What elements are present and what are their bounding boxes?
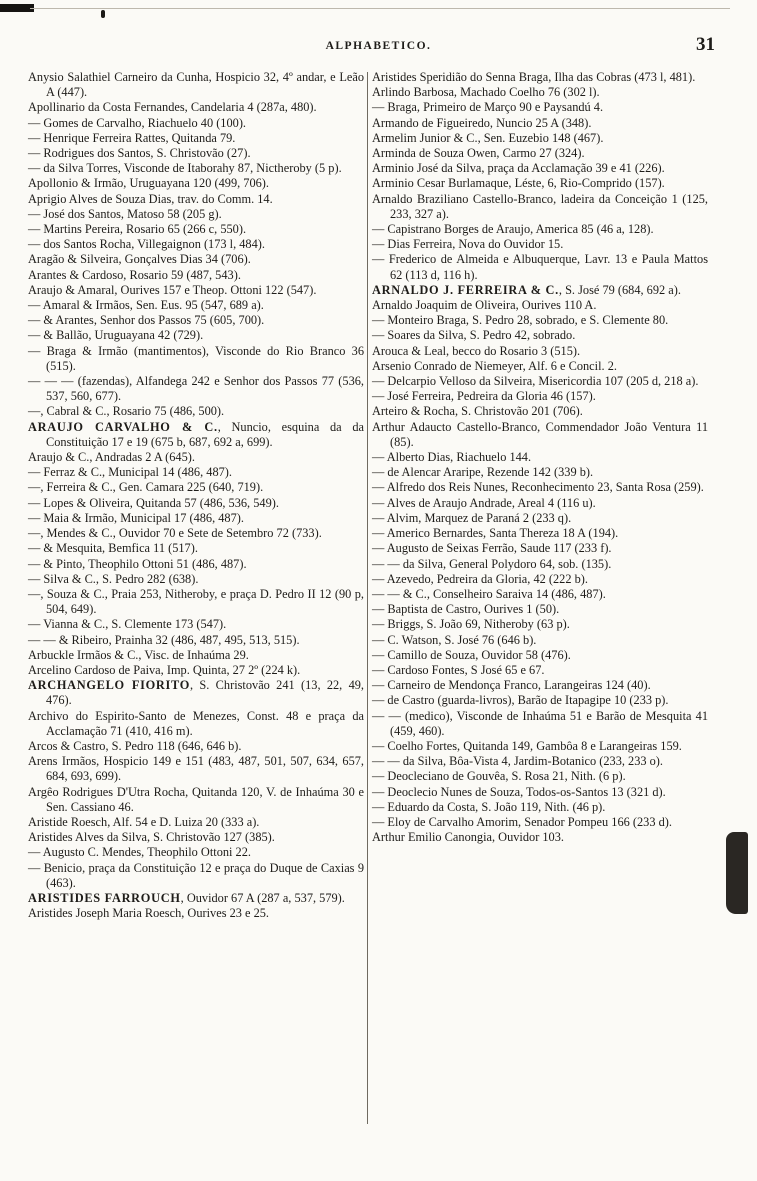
entry-text: — Coelho Fortes, Quitanda 149, Gambôa 8 e Larangeiras 159. <box>372 738 682 753</box>
entry-text: — Amaral & Irmãos, Sen. Eus. 95 (547, 689 a). <box>28 298 264 313</box>
entry-text: — Benicio, praça da Constituição 12 e praça do Duque de Caxias 9 (463). <box>28 860 364 890</box>
directory-entry <box>28 526 364 541</box>
entry-text: — José Ferreira, Pedreira da Gloria 46 (157). <box>372 389 596 404</box>
directory-entry <box>372 663 708 678</box>
directory-entry <box>372 587 708 602</box>
directory-entry <box>372 359 708 374</box>
directory-entry <box>372 465 708 480</box>
entry-text: — da Silva Torres, Visconde de Itaborahy 87, Nictheroby (5 p). <box>28 161 342 176</box>
directory-entry <box>28 283 364 298</box>
running-header: ALPHABETICO. <box>325 40 432 52</box>
entry-text: — Silva & C., S. Pedro 282 (638). <box>28 571 199 586</box>
entry-text: — — — (fazendas), Alfandega 242 e Senhor dos Passos 77 (536, 537, 560, 677). <box>28 374 364 404</box>
directory-entry <box>28 252 364 267</box>
entry-text: — Lopes & Oliveira, Quitanda 57 (486, 536, 549). <box>28 495 279 510</box>
entry-text: — & Pinto, Theophilo Ottoni 51 (486, 487). <box>28 556 247 571</box>
entry-text: Araujo & Amaral, Ourives 157 e Theop. Ottoni 122 (547). <box>28 282 317 297</box>
directory-entry <box>28 192 364 207</box>
print-corner-mark <box>0 4 34 12</box>
directory-entry <box>372 526 708 541</box>
directory-entry <box>28 541 364 556</box>
directory-entry <box>372 252 708 282</box>
directory-entry <box>372 176 708 191</box>
directory-entry <box>372 511 708 526</box>
directory-entry <box>28 116 364 131</box>
ink-blot <box>726 832 748 914</box>
entry-text: Arminio José da Silva, praça da Acclamação 39 e 41 (226). <box>372 161 665 176</box>
entry-text: Arcos & Castro, S. Pedro 118 (646, 646 b). <box>28 738 242 753</box>
directory-entry <box>28 815 364 830</box>
directory-entry <box>28 100 364 115</box>
entry-text: Arminda de Souza Owen, Carmo 27 (324). <box>372 146 585 161</box>
directory-entry <box>372 389 708 404</box>
entry-text: Arcelino Cardoso de Paiva, Imp. Quinta, 27 2º (224 k). <box>28 662 301 677</box>
entry-text: — C. Watson, S. José 76 (646 b). <box>372 632 537 647</box>
directory-entry <box>372 617 708 632</box>
directory-entry <box>372 693 708 708</box>
entry-text: Anysio Salathiel Carneiro da Cunha, Hospicio 32, 4º andar, e Leão A (447). <box>28 70 364 100</box>
entry-text: — — & Ribeiro, Prainha 32 (486, 487, 495, 513, 515). <box>28 632 300 647</box>
directory-entry <box>372 830 708 845</box>
left-column <box>28 70 364 921</box>
directory-entry <box>28 572 364 587</box>
directory-entry <box>28 450 364 465</box>
entry-text: — — (medico), Visconde de Inhaúma 51 e Barão de Mesquita 41 (459, 460). <box>372 708 708 738</box>
entry-text: Arbuckle Irmãos & C., Visc. de Inhaúma 29. <box>28 647 249 662</box>
directory-entry <box>28 496 364 511</box>
directory-entry <box>372 237 708 252</box>
directory-entry <box>28 891 364 906</box>
entry-text: Armelim Junior & C., Sen. Euzebio 148 (467). <box>372 130 604 145</box>
entry-text: Aristides Joseph Maria Roesch, Ourives 23 e 25. <box>28 906 270 921</box>
top-rule <box>30 8 730 9</box>
entry-text: — Deoclecio Nunes de Souza, Todos-os-Santos 13 (321 d). <box>372 784 666 799</box>
entry-text: — Baptista de Castro, Ourives 1 (50). <box>372 602 560 617</box>
directory-entry <box>28 861 364 891</box>
entry-text: Apollonio & Irmão, Uruguayana 120 (499, 706). <box>28 176 269 191</box>
directory-entry <box>28 222 364 237</box>
directory-entry <box>372 85 708 100</box>
directory-entry <box>372 131 708 146</box>
directory-entry <box>28 557 364 572</box>
entry-bold-name: ARCHANGELO FIORITO <box>28 678 191 693</box>
entry-text: Aragão & Silveira, Gonçalves Dias 34 (706). <box>28 252 251 267</box>
directory-entry <box>28 313 364 328</box>
entry-text: — dos Santos Rocha, Villegaignon (173 l, 484). <box>28 237 265 252</box>
entry-text: — Henrique Ferreira Rattes, Quitanda 79. <box>28 130 236 145</box>
entry-text: — Rodrigues dos Santos, S. Christovão (27). <box>28 146 251 161</box>
entry-text: Arsenio Conrado de Niemeyer, Alf. 6 e Concil. 2. <box>372 358 617 373</box>
entry-text: — & Mesquita, Bemfica 11 (517). <box>28 541 198 556</box>
entry-text: Arouca & Leal, becco do Rosario 3 (515). <box>372 343 581 358</box>
directory-entry <box>372 404 708 419</box>
print-dot-mark <box>101 10 105 18</box>
right-column <box>372 70 708 845</box>
entry-text: Archivo do Espirito-Santo de Menezes, Const. 48 e praça da Acclamação 71 (410, 416 m). <box>28 708 364 738</box>
entry-text: — Martins Pereira, Rosario 65 (266 c, 550). <box>28 222 247 237</box>
directory-entry <box>372 146 708 161</box>
entry-text: — Monteiro Braga, S. Pedro 28, sobrado, e S. Clemente 80. <box>372 313 669 328</box>
entry-address: , S. José 79 (684, 692 a). <box>558 282 681 297</box>
entry-text: — Camillo de Souza, Ouvidor 58 (476). <box>372 647 571 662</box>
directory-entry <box>372 800 708 815</box>
directory-entry <box>372 283 708 298</box>
directory-entry <box>372 572 708 587</box>
entry-text: — José dos Santos, Matoso 58 (205 g). <box>28 206 222 221</box>
directory-entry <box>28 830 364 845</box>
entry-text: —, Souza & C., Praia 253, Nitheroby, e praça D. Pedro II 12 (90 p, 504, 649). <box>28 586 364 617</box>
directory-entry <box>372 450 708 465</box>
directory-entry <box>372 739 708 754</box>
directory-entry <box>372 161 708 176</box>
directory-entry <box>372 557 708 572</box>
entry-text: Aristides Alves da Silva, S. Christovão 127 (385). <box>28 830 275 845</box>
directory-entry <box>28 161 364 176</box>
entry-text: — Eloy de Carvalho Amorim, Senador Pompeu 166 (233 d). <box>372 814 672 829</box>
entry-text: Argêo Rodrigues D'Utra Rocha, Quitanda 120, V. de Inhaúma 30 e Sen. Cassiano 46. <box>28 784 364 814</box>
entry-text: Arminio Cesar Burlamaque, Léste, 6, Rio-Comprido (157). <box>372 176 665 191</box>
directory-entry <box>372 754 708 769</box>
entry-text: Arthur Adaucto Castello-Branco, Commendador João Ventura 11 (85). <box>372 419 708 449</box>
page-number: 31 <box>696 34 715 55</box>
entry-text: — Capistrano Borges de Araujo, America 85 (46 a, 128). <box>372 222 654 237</box>
directory-entry <box>372 100 708 115</box>
entry-text: Arantes & Cardoso, Rosario 59 (487, 543). <box>28 267 241 282</box>
entry-text: — Alvim, Marquez de Paraná 2 (233 q). <box>372 510 572 525</box>
entry-text: — de Alencar Araripe, Rezende 142 (339 b). <box>372 465 594 480</box>
entry-text: Aristides Speridião do Senna Braga, Ilha das Cobras (473 l, 481). <box>372 70 696 84</box>
entry-text: — Augusto de Seixas Ferrão, Saude 117 (233 f). <box>372 541 612 556</box>
directory-entry <box>372 785 708 800</box>
directory-entry <box>28 633 364 648</box>
entry-text: — Alberto Dias, Riachuelo 144. <box>372 450 532 465</box>
directory-entry <box>28 480 364 495</box>
entry-text: — — da Silva, Bôa-Vista 4, Jardim-Botanico (233, 233 o). <box>372 754 664 769</box>
entry-text: — Ferraz & C., Municipal 14 (486, 487). <box>28 465 232 480</box>
directory-entry <box>372 420 708 450</box>
directory-entry <box>28 511 364 526</box>
directory-entry <box>28 845 364 860</box>
entry-text: Armando de Figueiredo, Nuncio 25 A (348). <box>372 115 592 130</box>
directory-entry <box>28 465 364 480</box>
directory-entry <box>28 207 364 222</box>
directory-entry <box>372 648 708 663</box>
directory-entry <box>372 602 708 617</box>
directory-entry <box>28 648 364 663</box>
directory-entry <box>372 116 708 131</box>
directory-entry <box>372 192 708 222</box>
directory-entry <box>28 404 364 419</box>
directory-entry <box>372 344 708 359</box>
directory-entry <box>372 313 708 328</box>
entry-text: — — & C., Conselheiro Saraiva 14 (486, 487). <box>372 586 606 601</box>
directory-entry <box>372 222 708 237</box>
entry-text: — Eduardo da Costa, S. João 119, Nith. (46 p). <box>372 799 606 814</box>
entry-text: —, Cabral & C., Rosario 75 (486, 500). <box>28 404 225 419</box>
directory-entry <box>28 906 364 921</box>
entry-text: — Dias Ferreira, Nova do Ouvidor 15. <box>372 237 564 252</box>
entry-text: Arthur Emilio Canongia, Ouvidor 103. <box>372 830 564 845</box>
entry-text: — & Ballão, Uruguayana 42 (729). <box>28 328 204 343</box>
directory-entry <box>28 298 364 313</box>
directory-entry <box>372 480 708 495</box>
entry-text: —, Mendes & C., Ouvidor 70 e Sete de Setembro 72 (733). <box>28 526 322 541</box>
entry-text: — Alves de Araujo Andrade, Areal 4 (116 u). <box>372 495 596 510</box>
directory-entry <box>28 176 364 191</box>
entry-text: — Frederico de Almeida e Albuquerque, Lavr. 13 e Paula Mattos 62 (113 d, 116 h). <box>372 252 708 282</box>
entry-bold-name: ARNALDO J. FERREIRA & C. <box>372 282 559 297</box>
directory-entry <box>372 633 708 648</box>
entry-bold-name: ARAUJO CARVALHO & C. <box>28 419 218 434</box>
directory-entry <box>28 328 364 343</box>
entry-address: , Nuncio, esquina da da Constituição 17 e 19 (675 b, 687, 692 a, 699). <box>46 419 364 449</box>
entry-text: Aprigio Alves de Souza Dias, trav. do Comm. 14. <box>28 191 273 206</box>
entry-text: — & Arantes, Senhor dos Passos 75 (605, 700). <box>28 313 265 328</box>
entry-text: — Alfredo dos Reis Nunes, Reconhecimento 23, Santa Rosa (259). <box>372 480 704 495</box>
column-divider <box>367 72 368 1124</box>
entry-text: —, Ferreira & C., Gen. Camara 225 (640, 719). <box>28 480 264 495</box>
entry-text: — Vianna & C., S. Clemente 173 (547). <box>28 617 227 632</box>
directory-entry <box>372 678 708 693</box>
directory-entry <box>28 268 364 283</box>
entry-text: Arnaldo Joaquim de Oliveira, Ourives 110 A. <box>372 298 597 313</box>
directory-entry <box>372 769 708 784</box>
directory-entry <box>28 374 364 404</box>
directory-entry <box>28 420 364 450</box>
entry-text: Araujo & C., Andradas 2 A (645). <box>28 450 195 465</box>
directory-entry <box>372 815 708 830</box>
directory-entry <box>372 709 708 739</box>
entry-text: — Carneiro de Mendonça Franco, Larangeiras 124 (40). <box>372 678 651 693</box>
entry-text: — Americo Bernardes, Santa Thereza 18 A (194). <box>372 526 619 541</box>
entry-text: — Briggs, S. João 69, Nitheroby (63 p). <box>372 617 570 632</box>
directory-entry <box>372 328 708 343</box>
entry-text: — Azevedo, Pedreira da Gloria, 42 (222 b). <box>372 571 588 586</box>
directory-entry <box>28 785 364 815</box>
directory-entry <box>372 496 708 511</box>
entry-address: , Ouvidor 67 A (287 a, 537, 579). <box>180 890 345 905</box>
entry-text: — Braga, Primeiro de Março 90 e Paysandú 4. <box>372 100 604 115</box>
directory-entry <box>28 617 364 632</box>
entry-text: — Braga & Irmão (mantimentos), Visconde do Rio Branco 36 (515). <box>28 343 364 373</box>
entry-text: Arteiro & Rocha, S. Christovão 201 (706). <box>372 404 583 419</box>
entry-text: Arlindo Barbosa, Machado Coelho 76 (302 l). <box>372 85 600 100</box>
entry-text: — Deocleciano de Gouvêa, S. Rosa 21, Nith. (6 p). <box>372 769 626 784</box>
entry-text: — Cardoso Fontes, S José 65 e 67. <box>372 662 545 677</box>
entry-text: Apollinario da Costa Fernandes, Candelaria 4 (287a, 480). <box>28 100 317 115</box>
directory-entry <box>28 70 364 100</box>
entry-address: , S. Christovão 241 (13, 22, 49, 476). <box>46 678 364 708</box>
entry-text: Arens Irmãos, Hospicio 149 e 151 (483, 487, 501, 507, 634, 657, 684, 693, 699). <box>28 754 364 784</box>
directory-entry <box>28 678 364 708</box>
entry-text: — — da Silva, General Polydoro 64, sob. (135). <box>372 556 612 571</box>
directory-entry <box>28 587 364 617</box>
directory-entry <box>28 237 364 252</box>
entry-text: — Delcarpio Velloso da Silveira, Misericordia 107 (205 d, 218 a). <box>372 374 699 389</box>
entry-bold-name: ARISTIDES FARROUCH <box>28 890 181 905</box>
directory-entry <box>28 344 364 374</box>
directory-entry <box>28 146 364 161</box>
directory-entry <box>372 374 708 389</box>
directory-entry <box>28 131 364 146</box>
entry-text: — de Castro (guarda-livros), Barão de Itapagipe 10 (233 p). <box>372 693 669 708</box>
directory-entry <box>372 70 708 85</box>
entry-text: — Soares da Silva, S. Pedro 42, sobrado. <box>372 328 576 343</box>
entry-text: — Gomes de Carvalho, Riachuelo 40 (100). <box>28 115 247 130</box>
directory-entry <box>28 709 364 739</box>
entry-text: Aristide Roesch, Alf. 54 e D. Luiza 20 (333 a). <box>28 814 260 829</box>
directory-entry <box>372 541 708 556</box>
directory-entry <box>28 739 364 754</box>
entry-text: — Maia & Irmão, Municipal 17 (486, 487). <box>28 510 244 525</box>
entry-text: Arnaldo Braziliano Castello-Branco, ladeira da Conceição 1 (125, 233, 327 a). <box>372 191 708 221</box>
directory-entry <box>28 754 364 784</box>
directory-entry <box>372 298 708 313</box>
entry-text: — Augusto C. Mendes, Theophilo Ottoni 22. <box>28 845 251 860</box>
directory-entry <box>28 663 364 678</box>
